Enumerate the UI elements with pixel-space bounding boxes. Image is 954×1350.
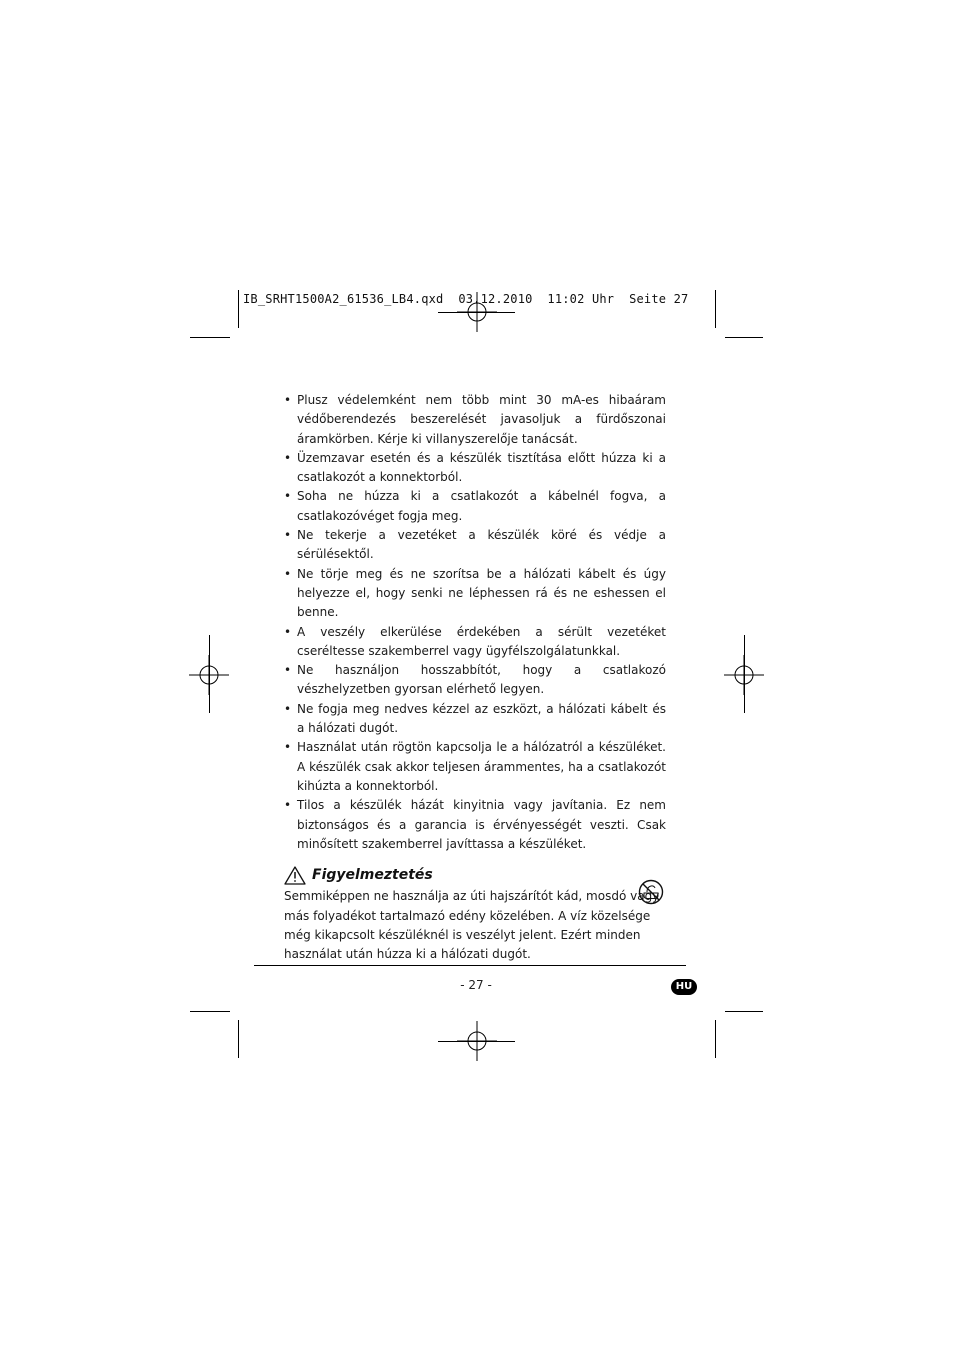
safety-bullet-list <box>284 391 666 854</box>
list-item: • A veszély elkerülése érdekében a sérült vezetéket cseréltesse szakemberrel vagy ügyfélszolgálatunkkal. <box>284 623 666 662</box>
crop-mark <box>438 1041 515 1042</box>
crop-mark <box>190 337 230 338</box>
list-item: • Ne tekerje a vezetéket a készülék köré és védje a sérülésektől. <box>284 526 666 565</box>
list-item: • Ne törje meg és ne szorítsa be a hálózati kábelt és úgy helyezze el, hogy senki ne léphessen rá és ne eshessen el benne. <box>284 565 666 623</box>
crop-mark <box>438 312 515 313</box>
crop-mark <box>190 1011 230 1012</box>
warning-title: Figyelmeztetés <box>312 867 433 884</box>
crop-mark <box>209 635 210 713</box>
page-content <box>284 391 666 965</box>
list-item: • Tilos a készülék házát kinyitnia vagy javítania. Ez nem biztonságos és a garancia is érvényességét veszti. Csak minősített szakemberrel javíttassa a készüléket. <box>284 796 666 854</box>
warning-text: Semmiképpen ne használja az úti hajszárítót kád, mosdó vagy más folyadékot tartalmazó edény közelében. A víz közelsége még kikapcsolt készüléknél is veszélyt jelent. Ezért minden használat után húzza ki a hálózati dugót. <box>284 889 660 962</box>
warning-body <box>284 887 666 964</box>
crop-mark <box>238 1020 239 1058</box>
list-item: • Üzemzavar esetén és a készülék tisztítása előtt húzza ki a csatlakozót a konnektorból. <box>284 449 666 488</box>
list-item: • Plusz védelemként nem több mint 30 mA-es hibaáram védőberendezés beszerelését javasoljuk a fürdőszonai áramkörben. Kérje ki villanyszerelője tanácsát. <box>284 391 666 449</box>
warning-heading <box>284 866 666 885</box>
crop-mark <box>725 1011 763 1012</box>
warning-triangle-icon <box>284 866 306 885</box>
list-item: • Használat után rögtön kapcsolja le a hálózatról a készüléket. A készülék csak akkor teljesen árammentes, ha a csatlakozót kihúzta a konnektorból. <box>284 738 666 796</box>
language-badge: HU <box>671 979 697 995</box>
crop-mark <box>715 290 716 328</box>
no-bathtub-icon <box>638 879 664 905</box>
list-item: • Ne használjon hosszabbítót, hogy a csatlakozó vészhelyzetben gyorsan elérhető legyen. <box>284 661 666 700</box>
footer-rule <box>254 965 686 966</box>
list-item: • Soha ne húzza ki a csatlakozót a kábelnél fogva, a csatlakozóvéget fogja meg. <box>284 487 666 526</box>
crop-mark <box>744 635 745 713</box>
page-number: - 27 - <box>460 978 492 992</box>
crop-mark <box>725 337 763 338</box>
list-item: • Ne fogja meg nedves kézzel az eszközt, a hálózati kábelt és a hálózati dugót. <box>284 700 666 739</box>
crop-mark <box>715 1020 716 1058</box>
print-slug: IB_SRHT1500A2_61536_LB4.qxd 03.12.2010 11:02 Uhr Seite 27 <box>243 292 689 306</box>
crop-mark <box>238 290 239 328</box>
